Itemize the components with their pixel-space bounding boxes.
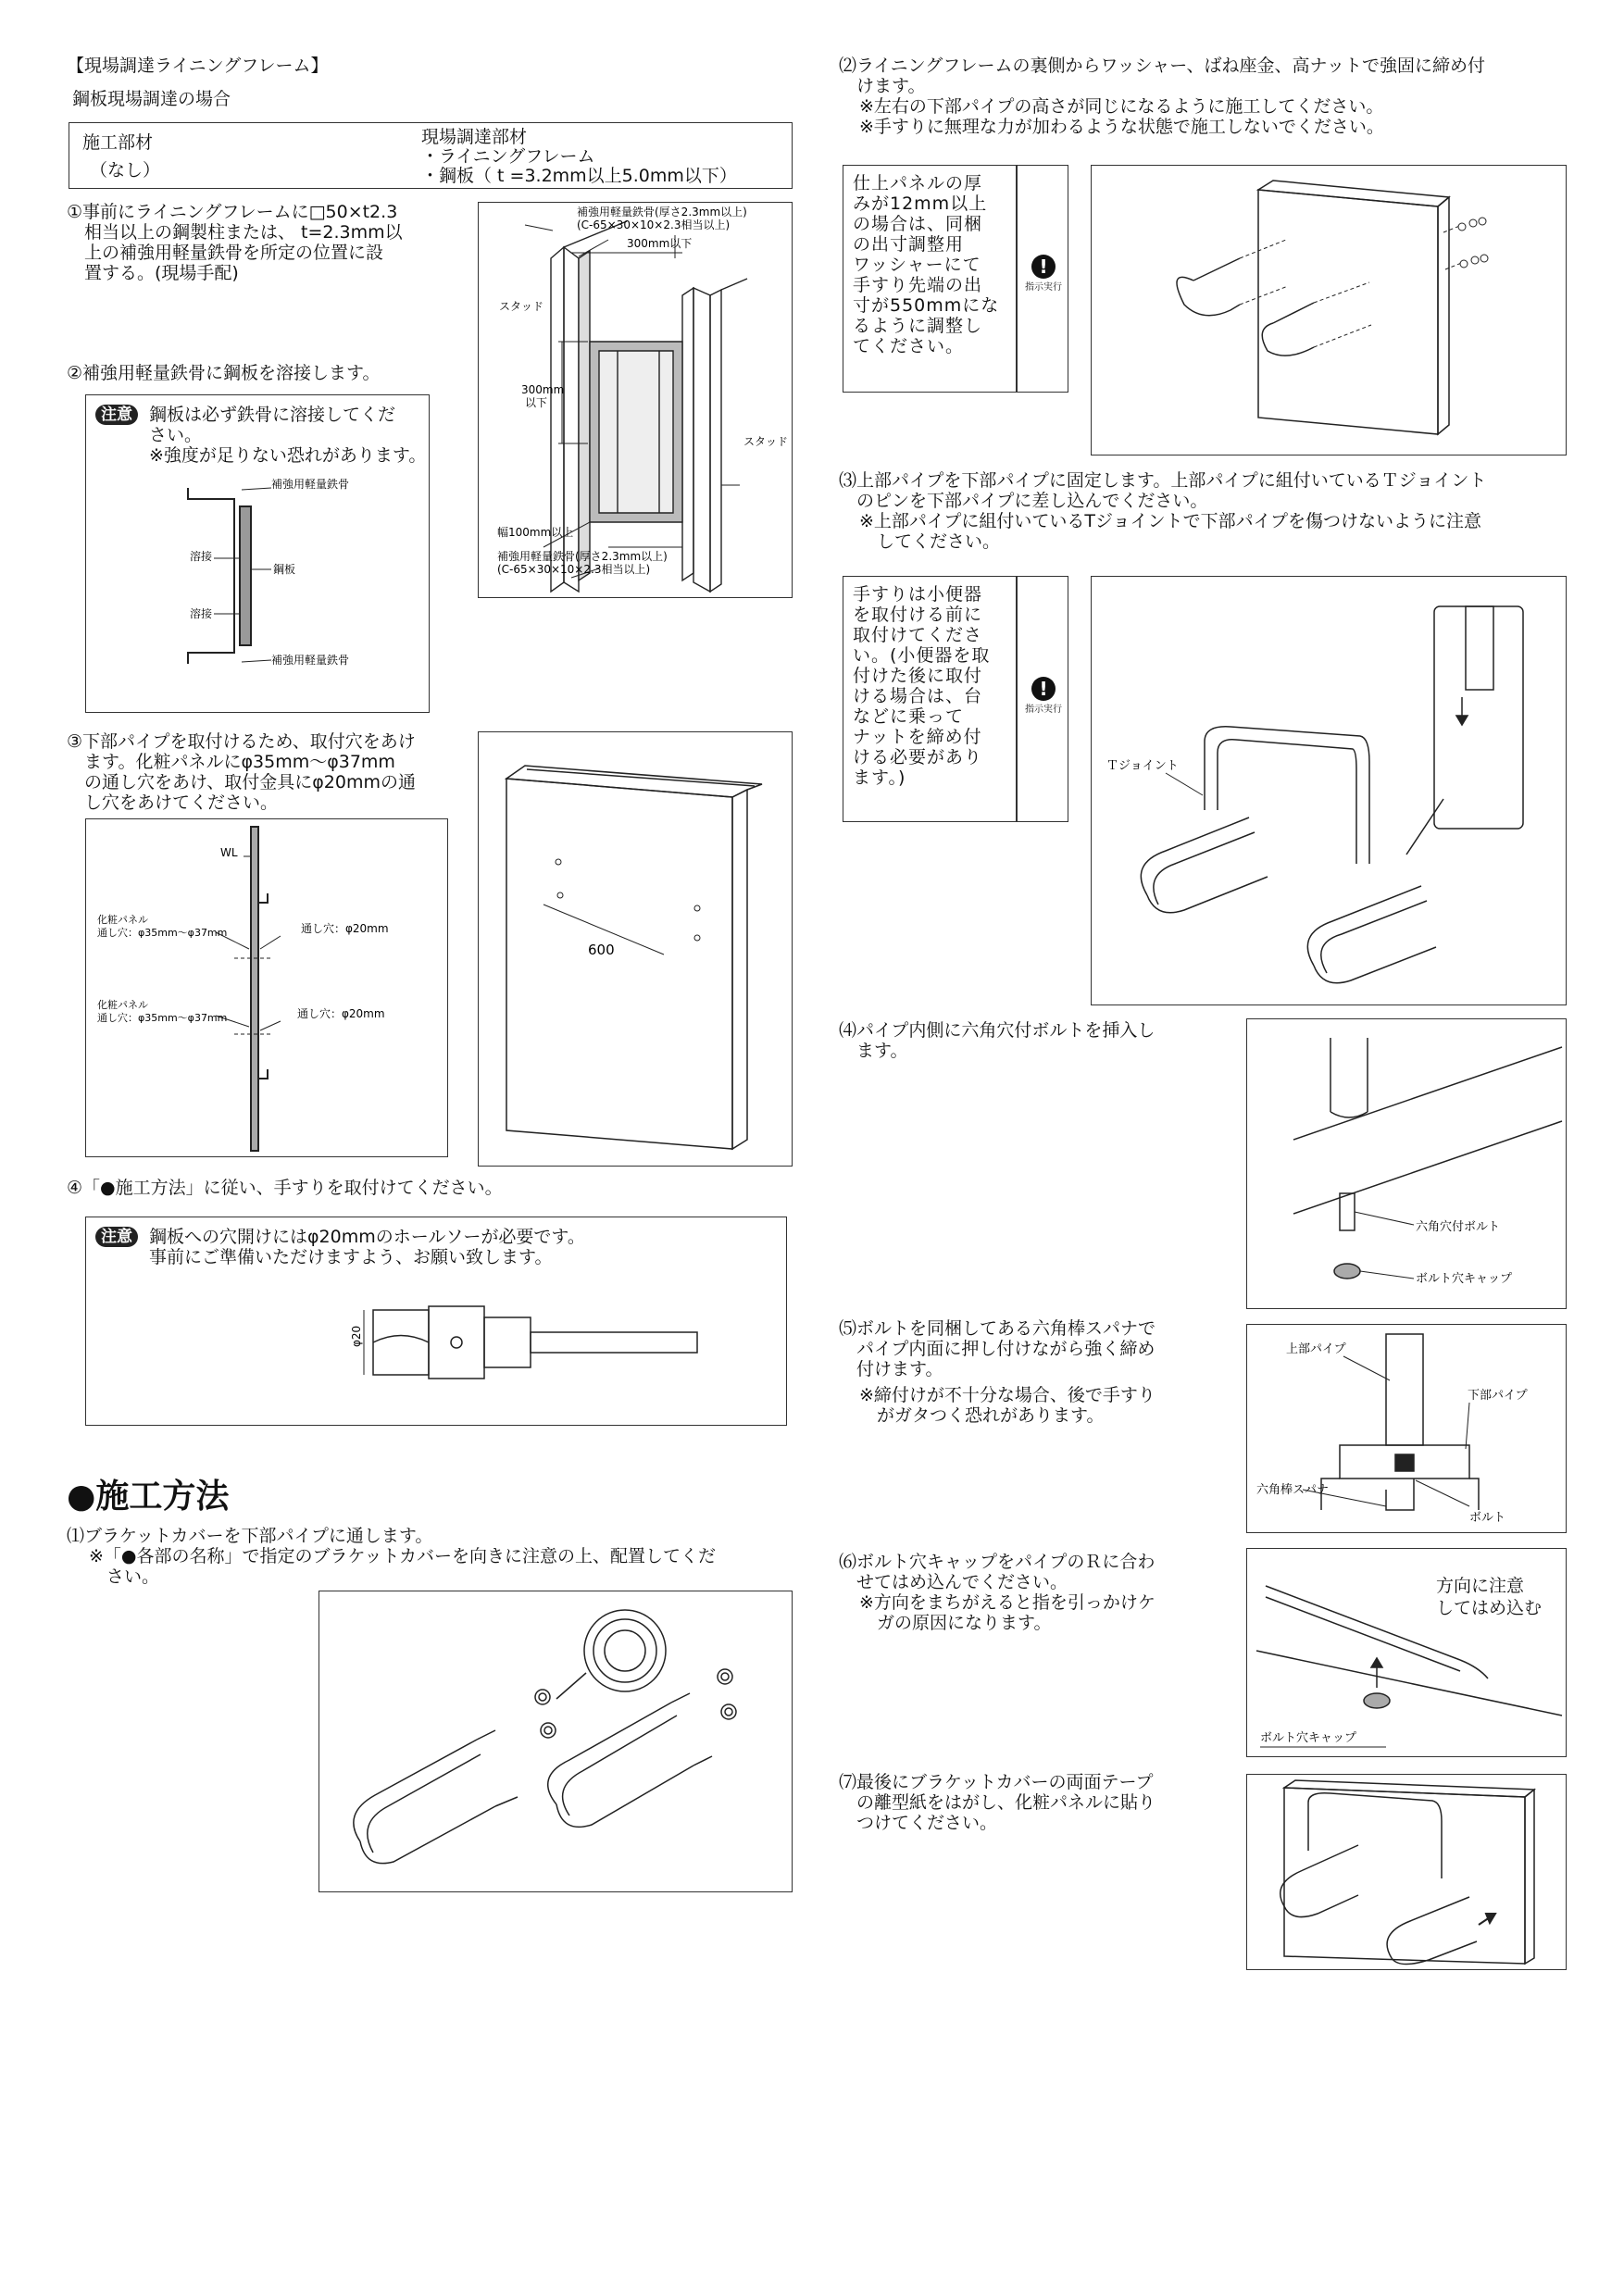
- exclamation-icon-2: !: [1031, 677, 1056, 701]
- step4-text: ④「●施工方法」に従い、手すりを取付けてください。: [67, 1178, 503, 1198]
- materials-col1-title: 施工部材: [82, 132, 154, 153]
- panel-holes-diagram: [479, 732, 792, 1166]
- instruct-label-2: 指示実行: [1025, 705, 1062, 715]
- info-box-panel-thickness: [843, 165, 1068, 393]
- materials-col2-line1: ・ライニングフレーム: [421, 146, 595, 167]
- method1-note: ※「●各部の名称」で指定のブラケットカバーを向きに注意の上、配置してくだ さい。: [89, 1546, 716, 1587]
- fig3-through2: 通し穴：φ20mm: [297, 1007, 385, 1020]
- fig1-label-top: 補強用軽量鉄骨(厚さ2.3mm以上): [577, 206, 747, 218]
- bolt-cap-label: ボルト穴キャップ: [1416, 1272, 1513, 1286]
- fig1-label-bottom2: (C-65×30×10×2.3相当以上): [497, 563, 651, 576]
- r-step6-text: ⑹ボルト穴キャップをパイプのＲに合わ せてはめ込んでください。: [839, 1552, 1156, 1592]
- fig1-stud-right: スタッド: [743, 435, 789, 448]
- caution1-line2: さい。: [149, 425, 203, 445]
- r-step5-text: ⑸ボルトを同梱してある六角棒スパナで パイプ内面に押し付けながら強く締め 付けます。: [839, 1318, 1156, 1379]
- step2-text: ②補強用軽量鉄骨に鋼板を溶接します。: [67, 363, 381, 383]
- figure-washer-assembly: [1091, 165, 1567, 455]
- instruct-label-1: 指示実行: [1025, 282, 1062, 293]
- caution-box-weld: [85, 394, 430, 713]
- method1-text: ⑴ブラケットカバーを下部パイプに通します。: [67, 1526, 433, 1546]
- drill-dim: φ20: [350, 1325, 363, 1347]
- section-title-method: ●施工方法: [67, 1478, 230, 1516]
- frame-diagram: [479, 203, 792, 597]
- info-box-install-before-urinal: [843, 576, 1068, 822]
- r-step5-note: ※締付けが不十分な場合、後で手すり がガタつく恐れがあります。: [859, 1385, 1156, 1426]
- fig2-weld2: 溶接: [190, 607, 213, 620]
- materials-col2-line2: ・鋼板（ t =3.2mm以上5.0mm以下）: [421, 166, 737, 186]
- fig3-through1: 通し穴：φ20mm: [301, 922, 389, 935]
- caution2-line1: 鋼板への穴開けにはφ20mmのホールソーが必要です。: [149, 1227, 585, 1247]
- bracket-covers-diagram: [319, 1591, 792, 1891]
- t-joint-diagram: [1092, 577, 1566, 1004]
- figure-hole-section: [85, 818, 448, 1157]
- fig2-plate: 鋼板: [273, 563, 296, 576]
- fig1-stud-left: スタッド: [499, 300, 544, 313]
- hex-wrench-label: 六角棒スパナ: [1256, 1483, 1330, 1497]
- section-header: 【現場調達ライニングフレーム】: [67, 56, 329, 76]
- fig4-dim: 600: [588, 942, 615, 958]
- exclamation-icon: !: [1031, 255, 1056, 279]
- fig2-weld1: 溶接: [190, 550, 213, 563]
- lower-pipe-label: 下部パイプ: [1468, 1389, 1528, 1403]
- upper-pipe-label: 上部パイプ: [1286, 1342, 1346, 1356]
- hole-section-diagram: [86, 819, 447, 1156]
- r-step4-text: ⑷パイプ内側に六角穴付ボルトを挿入し ます。: [839, 1020, 1156, 1061]
- caution-box-holesaw: [85, 1217, 787, 1426]
- caution-badge: 注意: [95, 405, 138, 425]
- fig3-panel1: 化粧パネル: [97, 914, 148, 926]
- materials-col2-title: 現場調達部材: [421, 127, 528, 147]
- caution1-line1: 鋼板は必ず鉄骨に溶接してくだ: [149, 405, 396, 425]
- washer-assembly-diagram: [1092, 166, 1566, 455]
- r-step2-text: ⑵ライニングフレームの裏側からワッシャー、ばね座金、高ナットで強固に締め付 けます。: [839, 56, 1486, 96]
- r-step2-note2: ※手すりに無理な力が加わるような状態で施工しないでください。: [859, 117, 1384, 137]
- bracket-tape-diagram: [1247, 1775, 1566, 1969]
- holesaw-diagram: [336, 1292, 762, 1412]
- figure-hex-bolt: [1246, 1018, 1567, 1309]
- section-subheader: 鋼板現場調達の場合: [72, 89, 231, 109]
- fig3-hole2: 通し穴：φ35mm～φ37mm: [97, 1012, 228, 1024]
- fig3-panel2: 化粧パネル: [97, 999, 148, 1011]
- fig3-hole1: 通し穴：φ35mm～φ37mm: [97, 927, 228, 939]
- fig2-steel-top: 補強用軽量鉄骨: [271, 478, 350, 491]
- hex-wrench-diagram: [1247, 1325, 1566, 1532]
- fig1-dim-300-side: 300mm: [521, 383, 565, 396]
- r-step2-note1: ※左右の下部パイプの高さが同じになるように施工してください。: [859, 96, 1384, 117]
- figure-t-joint: [1091, 576, 1567, 1005]
- figure-frame-reinforcement: [478, 202, 793, 598]
- caution2-line2: 事前にご準備いただけますよう、お願い致します。: [149, 1247, 553, 1267]
- step3-text: ③下部パイプを取付けるため、取付穴をあけ ます。化粧パネルにφ35mm～φ37mm の通し穴をあけ、取付金具にφ20mmの通 し穴をあけてください。: [67, 731, 416, 813]
- caution1-line3: ※強度が足りない恐れがあります。: [149, 445, 427, 466]
- fig1-width-100: 幅100mm以上: [497, 526, 574, 539]
- fig1-label-top2: (C-65×30×10×2.3相当以上): [577, 218, 731, 231]
- direction-note: 方向に注意 してはめ込む: [1436, 1576, 1543, 1618]
- hex-bolt-label: 六角穴付ボルト: [1416, 1220, 1501, 1234]
- step1-text: ①事前にライニングフレームに□50×t2.3 相当以上の鋼製柱または、 t=2.3mm以 上の補強用軽量鉄骨を所定の位置に設 置する。(現場手配): [67, 202, 403, 283]
- hex-bolt-diagram: [1247, 1019, 1566, 1308]
- figure-hex-wrench: [1246, 1324, 1567, 1533]
- r-step3-note: ※上部パイプに組付いているTジョイントで下部パイプを傷つけないように注意 してください。: [859, 511, 1482, 552]
- r-step6-note: ※方向をまちがえると指を引っかけケ ガの原因になります。: [859, 1592, 1156, 1633]
- fig2-steel-bottom: 補強用軽量鉄骨: [271, 654, 350, 667]
- r-step3-text: ⑶上部パイプを下部パイプに固定します。上部パイプに組付いているＴジョイント のピンを下部パイプに差し込んでください。: [839, 470, 1487, 511]
- fig1-dim-300-side2: 以下: [525, 396, 548, 409]
- fig1-label-bottom: 補強用軽量鉄骨(厚さ2.3mm以上): [497, 550, 668, 563]
- box1-text: 仕上パネルの厚 みが12mm以上 の場合は、同梱 の出寸調整用 ワッシャーにて 手すり先端の出 寸が550mmにな るように調整し てください。: [853, 173, 1000, 356]
- fig1-dim-300-below: 300mm以下: [627, 237, 693, 250]
- figure-bracket-tape: [1246, 1774, 1567, 1970]
- figure-bracket-covers: [319, 1591, 793, 1892]
- materials-col1-value: （なし）: [90, 160, 161, 181]
- t-joint-label: Ｔジョイント: [1106, 759, 1179, 773]
- bolt-label: ボルト: [1469, 1511, 1506, 1525]
- bolt-cap-label-2: ボルト穴キャップ: [1260, 1731, 1357, 1745]
- weld-diagram: [86, 469, 429, 712]
- fig3-wl: WL: [220, 846, 238, 859]
- figure-bolt-cap: [1246, 1548, 1567, 1757]
- figure-panel-holes: [478, 731, 793, 1167]
- materials-table: [69, 122, 793, 189]
- r-step7-text: ⑺最後にブラケットカバーの両面テープ の離型紙をはがし、化粧パネルに貼り つけてください。: [839, 1772, 1156, 1833]
- box2-text: 手すりは小便器 を取付ける前に 取付けてくださ い。(小便器を取 付けた後に取付 ける場合は、台 などに乗って ナットを締め付 ける必要があり ます。): [853, 584, 991, 788]
- caution-badge-2: 注意: [95, 1227, 138, 1247]
